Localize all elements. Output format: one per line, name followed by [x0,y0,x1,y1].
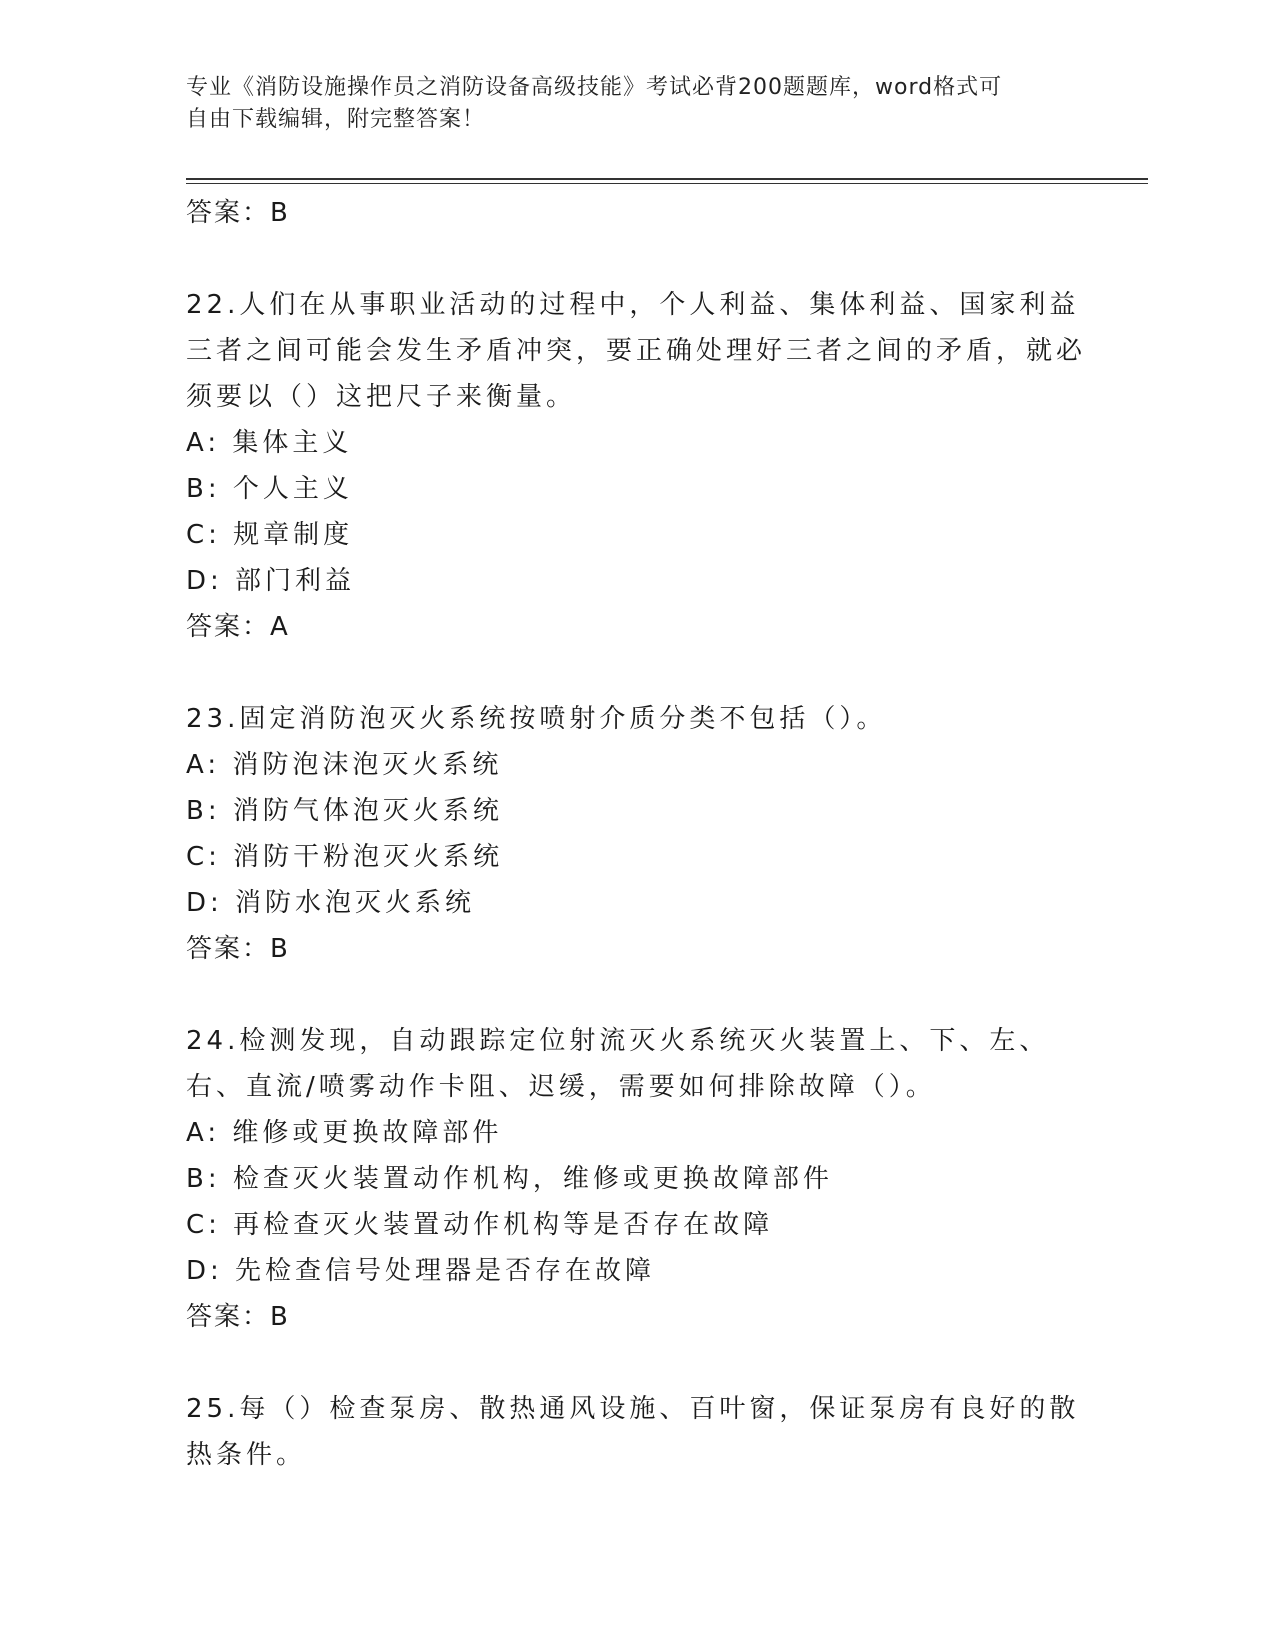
answer-line: 答案：B [186,198,290,228]
spacer [186,1340,1086,1386]
option-b: B: 消防气体泡灭火系统 [186,796,503,826]
option-d: D: 部门利益 [186,566,356,596]
answer-line: 答案：B [186,1302,290,1332]
option-b: B: 检查灭火装置动作机构，维修或更换故障部件 [186,1164,833,1194]
option-c: C: 再检查灭火装置动作机构等是否存在故障 [186,1210,774,1240]
header-title-line-1: 专业《消防设施操作员之消防设备高级技能》考试必背200题题库，word格式可 [186,75,1003,100]
answer-line: 答案：B [186,934,290,964]
spacer [186,972,1086,1018]
option-a: A: 维修或更换故障部件 [186,1118,503,1148]
answer-line: 答案：A [186,612,290,642]
option-c: C: 规章制度 [186,520,354,550]
header-divider-thin [186,183,1148,184]
question-text: 24.检测发现，自动跟踪定位射流灭火系统灭火装置上、下、左、右、直流/喷雾动作卡阻、迟缓，需要如何排除故障（）。 [186,1026,1050,1102]
option-a: A: 消防泡沫泡灭火系统 [186,750,503,780]
option-c: C: 消防干粉泡灭火系统 [186,842,504,872]
option-b: B: 个人主义 [186,474,353,504]
spacer [186,236,1086,282]
question-text: 25.每（）检查泵房、散热通风设施、百叶窗，保证泵房有良好的散热条件。 [186,1394,1080,1470]
option-a: A: 集体主义 [186,428,353,458]
question-text: 22.人们在从事职业活动的过程中，个人利益、集体利益、国家利益三者之间可能会发生矛盾冲突，要正确处理好三者之间的矛盾，就必须要以（）这把尺子来衡量。 [186,290,1087,412]
question-list [186,190,1086,1478]
option-d: D: 消防水泡灭火系统 [186,888,476,918]
question-text: 23.固定消防泡灭火系统按喷射介质分类不包括（）。 [186,704,887,734]
spacer [186,650,1086,696]
header-divider [186,178,1148,180]
page-header [186,72,1086,136]
header-title-line-2: 自由下载编辑，附完整答案！ [186,107,486,132]
option-d: D: 先检查信号处理器是否存在故障 [186,1256,656,1286]
